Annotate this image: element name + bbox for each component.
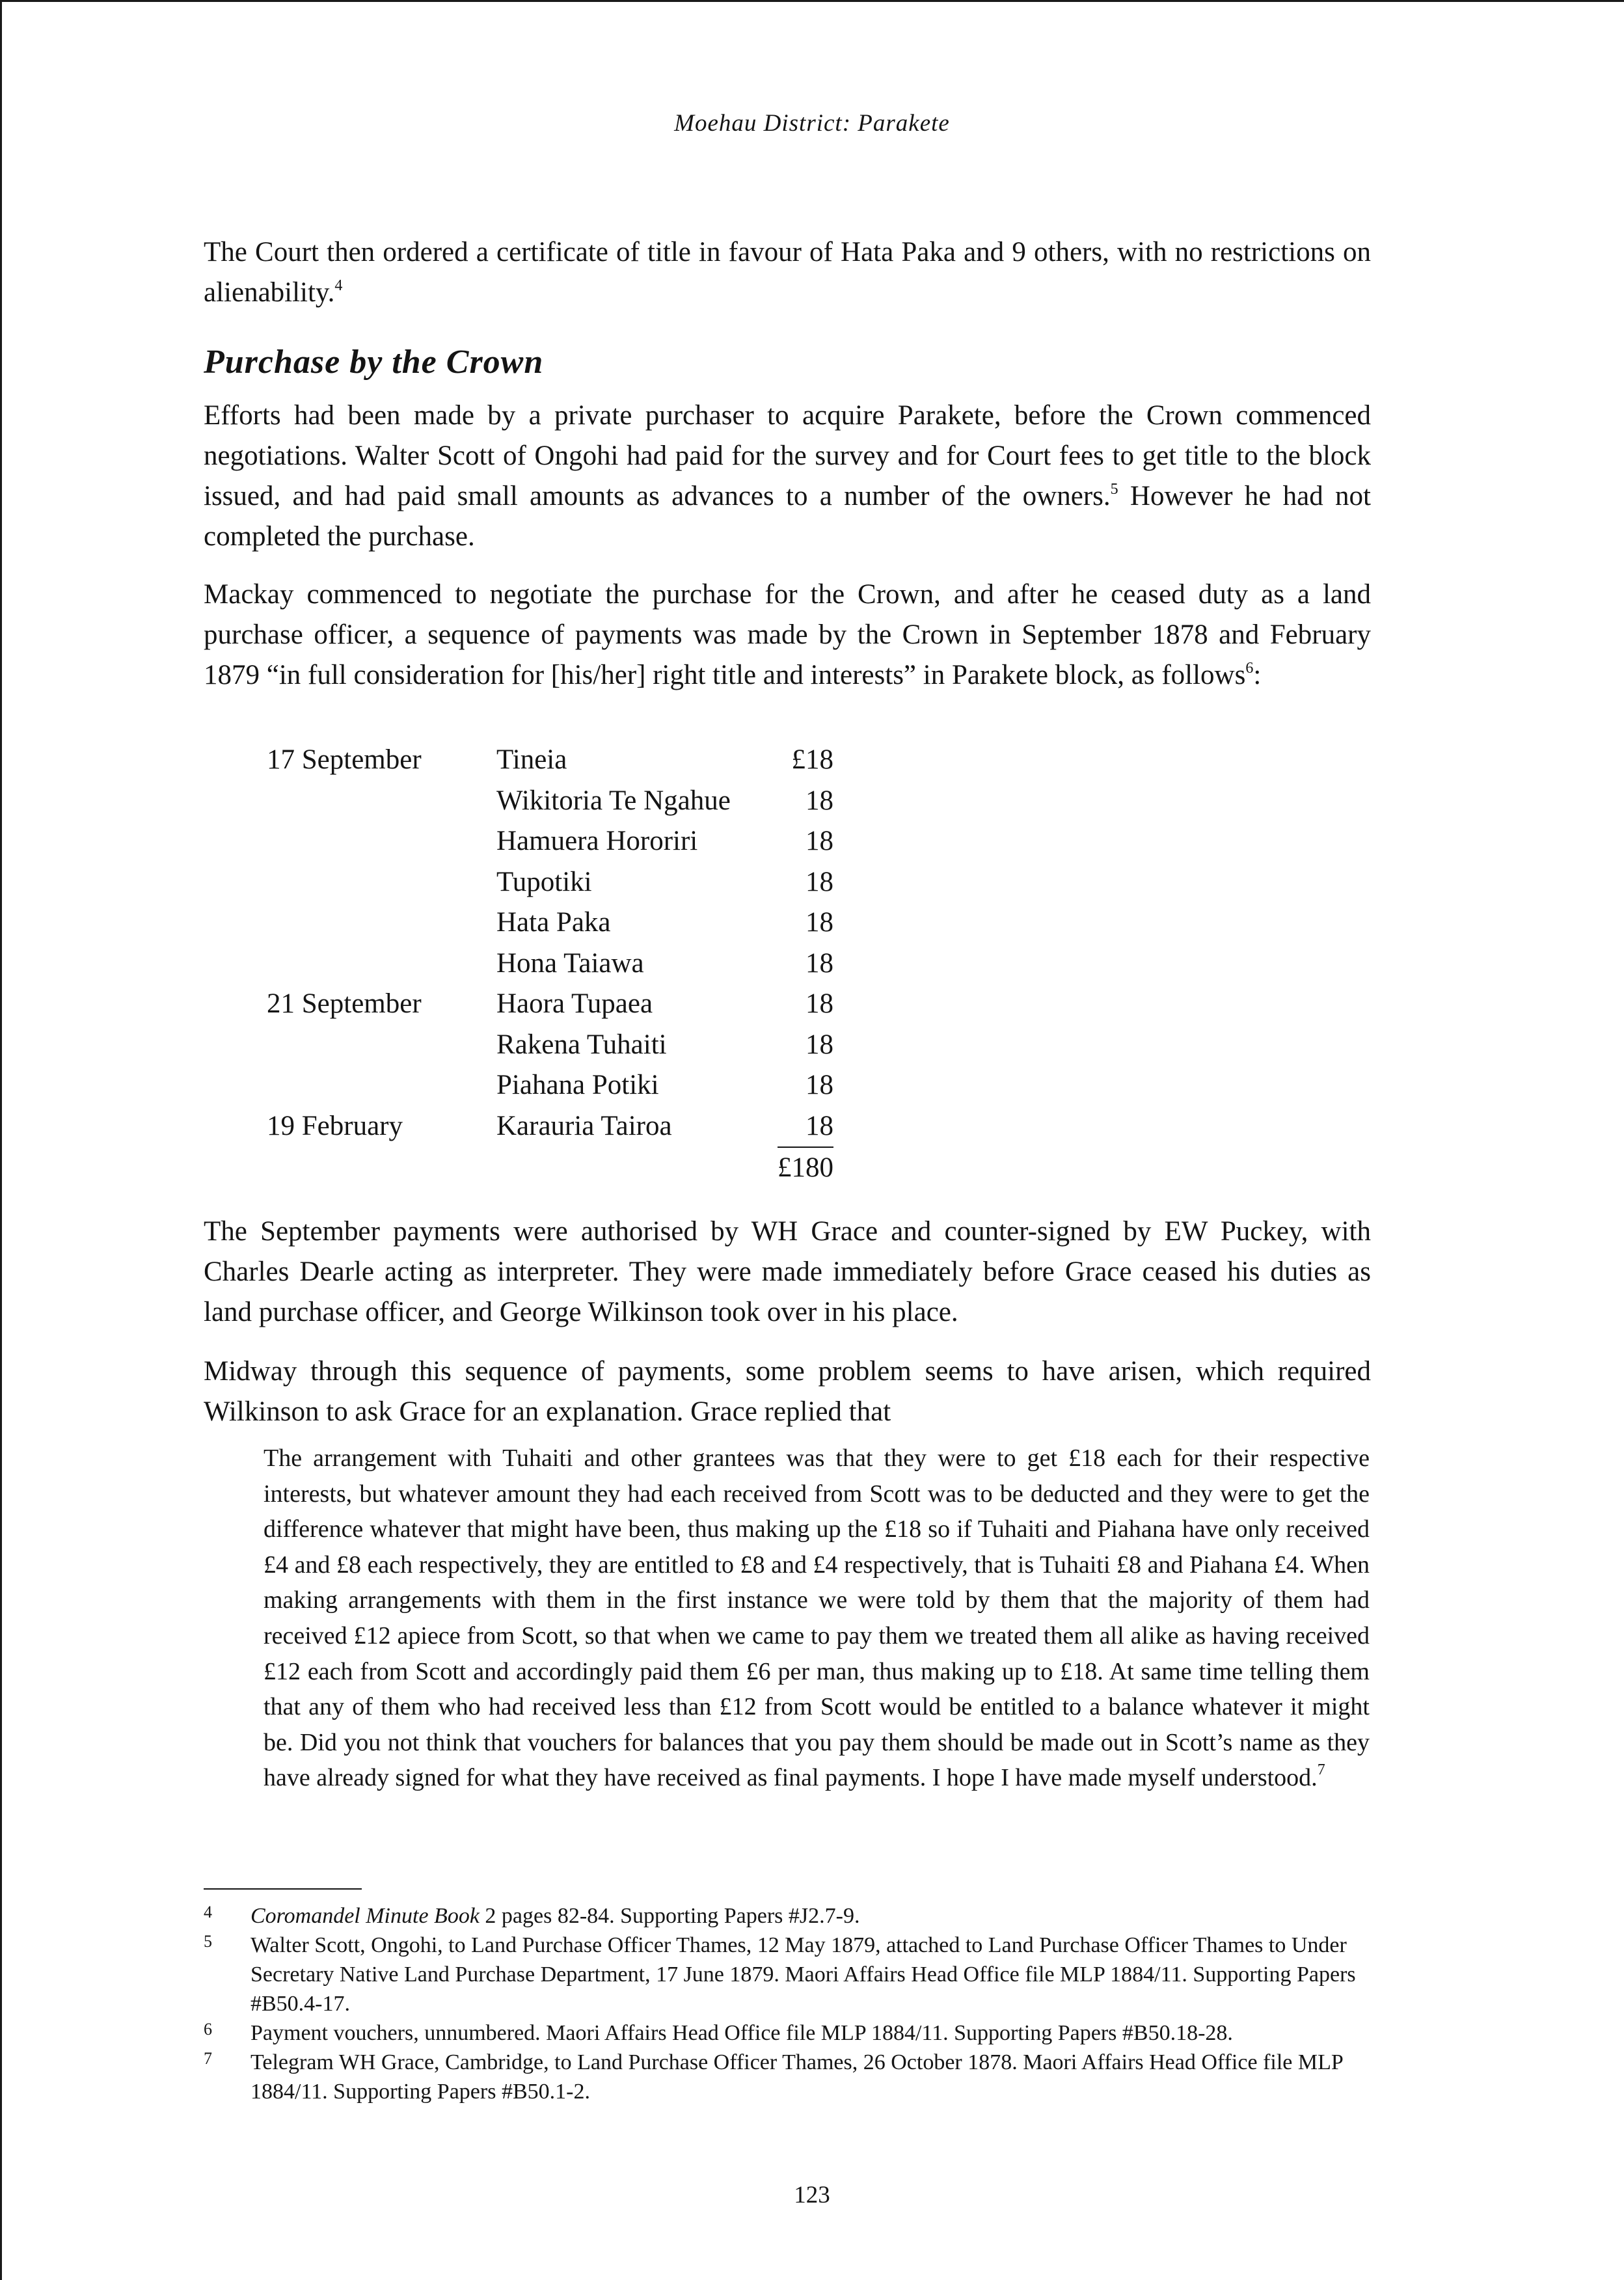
footnote-item [204, 1931, 1371, 2018]
footnote-body: Telegram WH Grace, Cambridge, to Land Purchase Officer Thames, 26 October 1878. Maori Affairs Head Office file MLP 1884/11. Supporting Papers #B50.1-2. [250, 2050, 1343, 2104]
payment-date: 19 February [267, 1110, 403, 1141]
block-quote [264, 1441, 1370, 1796]
paragraph-text: Midway through this sequence of payments, some problem seems to have arisen, which required Wilkinson to ask Grace for an explanation. Grace replied that [204, 1356, 1371, 1427]
table-row [267, 984, 833, 1025]
footnote-title: Coromandel Minute Book [250, 1904, 480, 1928]
running-head: Moehau District: Parakete [674, 110, 950, 137]
payment-amount: 18 [805, 1070, 833, 1100]
payee-name: Rakena Tuhaiti [496, 1029, 667, 1060]
total-spacer [267, 1147, 496, 1189]
footnote-item [204, 2018, 1371, 2048]
footnotes [204, 1901, 1371, 2106]
total-spacer [496, 1147, 778, 1189]
payee-name: Karauria Tairoa [496, 1110, 672, 1141]
paragraph-text: The September payments were authorised by WH Grace and counter-signed by EW Puckey, with Charles Dearle acting as interpreter. They were made immediately before Grace ceased his duties as land purchase officer, and George Wilkinson took over in his place. [204, 1216, 1371, 1327]
footnote-number: 6 [204, 2020, 212, 2039]
payment-amount: 18 [805, 988, 833, 1019]
table-total-row [267, 1147, 833, 1189]
paragraph-mackay [204, 575, 1371, 696]
payment-date [267, 903, 496, 943]
payment-date [267, 1025, 496, 1066]
payment-date [267, 1065, 496, 1106]
paragraph-text: Mackay commenced to negotiate the purchase for the Crown, and after he ceased duty as a land purchase officer, a sequence of payments was made by the Crown in September 1878 and February 1879 “in full consideration for [his/her] right title and interests” in Parakete block, as follows [204, 579, 1371, 690]
paragraph-text: The Court then ordered a certificate of title in favour of Hata Paka and 9 others, with no restrictions on alienability. [204, 237, 1371, 308]
payee-name: Haora Tupaea [496, 988, 653, 1019]
scan-edge-left [0, 0, 2, 2280]
table-row [267, 1025, 833, 1066]
table-row [267, 903, 833, 943]
payment-total: £180 [778, 1147, 833, 1189]
payee-name: Hona Taiawa [496, 947, 644, 979]
payment-amount: 18 [805, 947, 833, 979]
footnote-ref[interactable]: 4 [334, 277, 343, 294]
payments-table [267, 740, 833, 1189]
footnote-body: Payment vouchers, unnumbered. Maori Affairs Head Office file MLP 1884/11. Supporting Papers #B50.18-28. [250, 2021, 1233, 2045]
payment-date [267, 862, 496, 903]
paragraph-midway [204, 1351, 1371, 1432]
payment-amount: 18 [805, 866, 833, 897]
payment-amount: 18 [805, 826, 833, 856]
payment-amount: 18 [805, 785, 833, 816]
footnote-ref[interactable]: 7 [1317, 1761, 1325, 1779]
page-number: 123 [794, 2182, 830, 2208]
payment-date [267, 943, 496, 984]
payee-name: Hata Paka [496, 907, 611, 938]
footnote-divider [204, 1888, 362, 1890]
paragraph-text-tail: However he had not completed the purchase. [204, 481, 1372, 552]
payee-name: Hamuera Hororiri [496, 826, 698, 856]
paragraph-september-payments [204, 1212, 1371, 1333]
footnote-text [250, 1904, 859, 1928]
footnote-item [204, 1901, 1371, 1931]
payee-name: Piahana Potiki [496, 1070, 659, 1100]
table-row [267, 1106, 833, 1148]
payee-name: Wikitoria Te Ngahue [496, 785, 731, 816]
footnote-body: 2 pages 82-84. Supporting Papers #J2.7-9. [479, 1904, 860, 1928]
footnote-number: 7 [204, 2049, 212, 2068]
payment-amount: 18 [805, 907, 833, 938]
paragraph-text-tail: : [1253, 660, 1262, 690]
table-row [267, 821, 833, 862]
payment-amount: 18 [805, 1029, 833, 1060]
payee-name: Tupotiki [496, 866, 592, 897]
quote-text: The arrangement with Tuhaiti and other grantees was that they were to get £18 each for their respective interests, but whatever amount they had each received from Scott was to be deducted and they were to get the difference whatever that might have been, thus making up the £18 so if Tuhaiti and Piahana have only received £4 and £8 each respectively, they are entitled to £8 and £4 respectively, that is Tuhaiti £8 and Piahana £4. When making arrangements with them in the first instance we were told by them that the majority of them had received £12 apiece from Scott, so that when we came to pay them we treated them all alike as having received £12 each from Scott and accordingly paid them £6 per man, thus making up to £18. At same time telling them that any of them who had received less than £12 from Scott would be entitled to a balance whatever it might be. Did you not think that vouchers for balances that you pay them should be made out in Scott’s name as they have already signed for what they have received as final payments. I hope I have made myself understood. [264, 1445, 1370, 1792]
footnote-body: Walter Scott, Ongohi, to Land Purchase Officer Thames, 12 May 1879, attached to Land Purchase Officer Thames to Under Secretary Native Land Purchase Department, 17 June 1879. Maori Affairs Head Office file MLP 1884/11. Supporting Papers #B50.4-17. [250, 1933, 1356, 2016]
table-row [267, 781, 833, 822]
section-heading: Purchase by the Crown [204, 344, 544, 381]
footnote-item [204, 2048, 1371, 2106]
payment-date: 21 September [267, 988, 422, 1019]
payee-name: Tineia [496, 744, 567, 775]
payment-date [267, 821, 496, 862]
footnote-ref[interactable]: 5 [1110, 481, 1118, 498]
table-row [267, 1065, 833, 1106]
footnote-number: 5 [204, 1932, 212, 1951]
payment-date [267, 781, 496, 822]
table-row [267, 862, 833, 903]
payment-amount: £18 [791, 744, 833, 775]
paragraph-private-purchaser [204, 396, 1371, 557]
footnote-number: 4 [204, 1903, 212, 1921]
payment-amount: 18 [805, 1110, 833, 1141]
table-row [267, 740, 833, 781]
paragraph-certificate [204, 232, 1371, 313]
payment-date: 17 September [267, 744, 422, 775]
table-row [267, 943, 833, 984]
paragraph-text: Efforts had been made by a private purchaser to acquire Parakete, before the Crown commenced negotiations. Walter Scott of Ongohi had paid for the survey and for Court fees to get title to the block issued, and had paid small amounts as advances to a number of the owners. [204, 400, 1371, 511]
footnote-ref[interactable]: 6 [1245, 660, 1254, 677]
scan-edge-top [0, 0, 1624, 2]
